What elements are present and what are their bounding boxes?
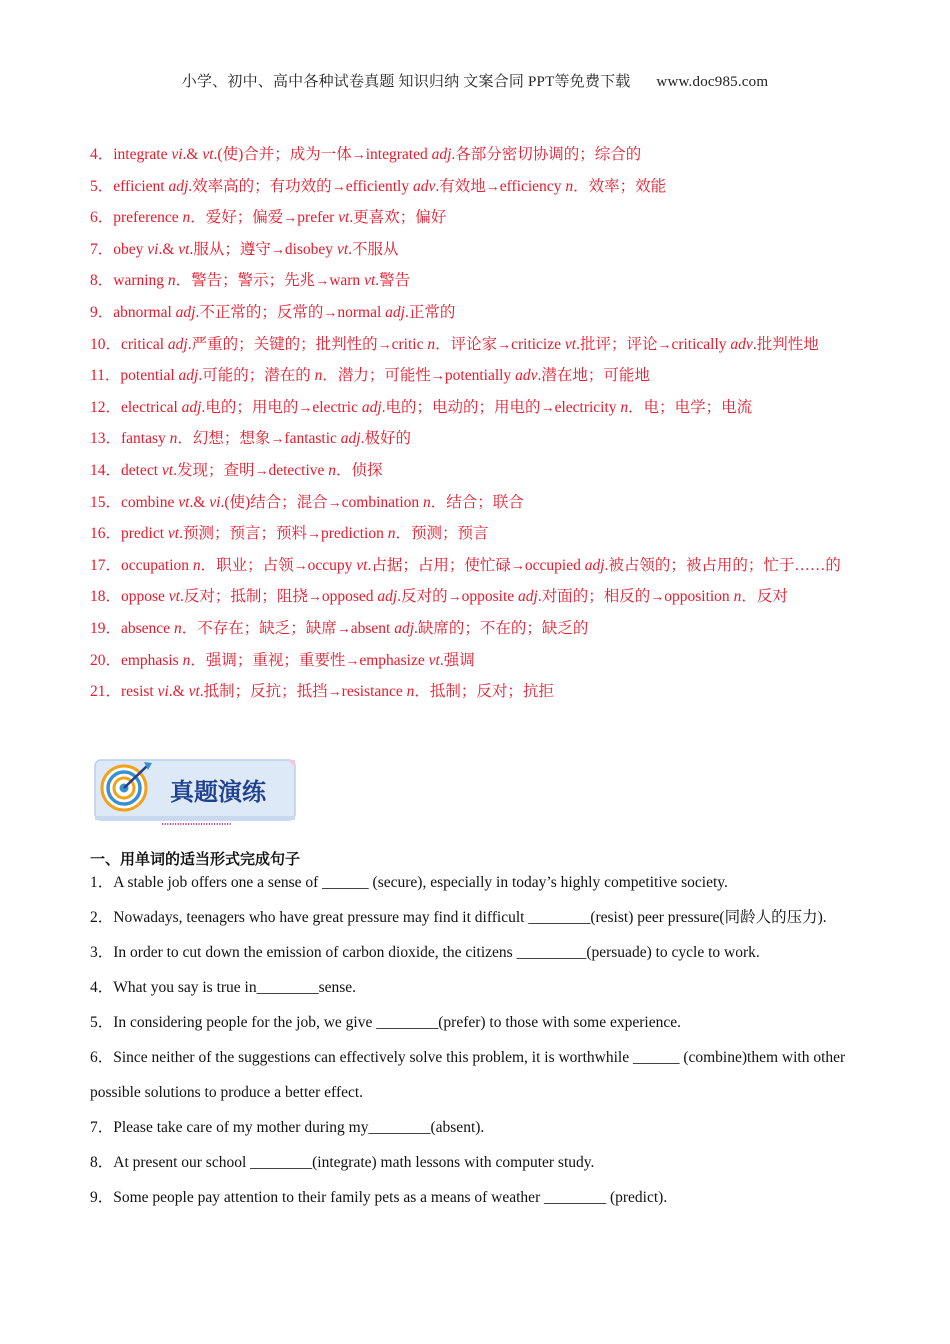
header-site: www.doc985.com (656, 74, 769, 90)
vocab-text: .电的；用电的 (201, 398, 299, 416)
vocab-text: integrated (365, 146, 432, 163)
vocab-item (90, 298, 862, 328)
part-of-speech: n (565, 177, 574, 195)
vocab-text: 13．fantasy (90, 430, 170, 448)
vocab-text: .潜在地；可能地 (537, 367, 650, 385)
vocab-item (90, 456, 862, 486)
vocab-text: 16．predict (90, 525, 168, 543)
vocab-item (90, 203, 862, 233)
vocab-item (90, 172, 862, 202)
vocab-text: ．结合；联合 (430, 493, 524, 511)
vocab-text: ．抵制；反对；抗拒 (414, 683, 554, 701)
vocab-text: disobey (284, 240, 337, 258)
part-of-speech: n (173, 619, 182, 637)
part-of-speech: vt (168, 588, 180, 606)
vocab-text: .被占领的；被占用的；忙于……的 (604, 556, 841, 574)
vocab-item (90, 646, 862, 676)
exercise-title: 一、用单词的适当形式完成句子 (90, 850, 301, 868)
part-of-speech: adj (175, 303, 196, 321)
vocab-text: .占据；占用；使忙碌 (367, 556, 511, 574)
vocab-item (90, 330, 862, 360)
arrow-icon: → (307, 590, 322, 606)
part-of-speech: vt (188, 683, 200, 701)
arrow-icon: → (270, 432, 285, 448)
vocab-text: .不服从 (348, 240, 399, 258)
vocab-text: ．潜力；可能性 (322, 367, 431, 385)
arrow-icon: → (345, 653, 360, 669)
part-of-speech: n (387, 525, 396, 543)
part-of-speech: n (620, 398, 629, 416)
vocab-text: .效率高的；有功效的 (188, 177, 332, 195)
part-of-speech: adj (340, 430, 361, 448)
vocab-text: detective (268, 461, 329, 479)
vocab-text: 7．obey (90, 240, 148, 258)
question-item: 2．Nowadays, teenagers who have great pressure may find it difficult ________(resist) peer pressure(同龄人的压力). (90, 909, 827, 926)
banner-title: 真题演练 (170, 778, 266, 806)
part-of-speech: adv (515, 367, 538, 385)
vocab-item (90, 235, 862, 265)
vocab-text: ．职业；占领 (200, 556, 294, 574)
vocab-text: critically (671, 335, 731, 353)
question-item: 4．What you say is true in________sense. (90, 979, 357, 996)
vocab-text: ．幻想；想象 (177, 430, 271, 448)
arrow-icon: → (323, 305, 338, 321)
vocab-text: .& (168, 683, 189, 701)
vocab-item (90, 393, 862, 423)
vocab-text: ．强调；重视；重要性 (190, 651, 346, 669)
part-of-speech: adj (168, 177, 189, 195)
vocab-item (90, 361, 862, 391)
arrow-icon: → (327, 685, 342, 701)
vocab-text: ．预测；预言 (395, 525, 489, 543)
part-of-speech: n (192, 556, 201, 574)
part-of-speech: adj (431, 146, 452, 163)
arrow-icon: → (283, 211, 298, 227)
arrow-icon: → (351, 148, 366, 163)
vocab-item (90, 424, 862, 454)
vocab-text: .电的；电动的；用电的 (381, 398, 541, 416)
part-of-speech: adj (377, 588, 398, 606)
arrow-icon: → (510, 558, 525, 574)
vocab-item (90, 614, 862, 644)
arrow-icon: → (254, 463, 269, 479)
part-of-speech: adv (730, 335, 753, 353)
vocab-text: .(使)结合；混合 (220, 493, 328, 511)
vocab-item (90, 488, 862, 518)
vocab-text: .极好的 (360, 430, 411, 448)
part-of-speech: vi (147, 240, 159, 258)
vocab-text: .& (189, 493, 210, 511)
part-of-speech: vi (157, 683, 169, 701)
vocab-text: warn (329, 272, 365, 290)
arrow-icon: → (497, 337, 512, 353)
arrow-icon: → (293, 558, 308, 574)
part-of-speech: adj (181, 398, 202, 416)
vocab-text: .对面的；相反的 (537, 588, 651, 606)
part-of-speech: n (733, 588, 742, 606)
vocab-text: criticize (511, 335, 565, 353)
part-of-speech: vt (161, 461, 174, 479)
vocab-text: .反对；抵制；阻挠 (179, 588, 308, 606)
arrow-icon: → (307, 527, 321, 543)
vocab-text: .服从；遵守 (189, 240, 271, 258)
part-of-speech: vt (336, 240, 349, 258)
vocab-text: electricity (554, 398, 621, 416)
part-of-speech: n (314, 367, 323, 385)
vocab-text: resistance (341, 683, 407, 701)
vocab-text: 19．absence (90, 619, 174, 637)
vocab-text: fantastic (284, 430, 341, 448)
vocab-text: electric (312, 398, 362, 416)
arrow-icon: → (657, 337, 672, 353)
vocabulary-list (90, 140, 862, 709)
vocab-text: occupy (307, 556, 357, 574)
part-of-speech: n (169, 430, 178, 448)
vocab-text: combination (341, 493, 424, 511)
question-item: 3．In order to cut down the emission of carbon dioxide, the citizens _________(persuade) to cycle to work. (90, 944, 760, 961)
part-of-speech: vt (202, 146, 214, 163)
question-item: 7．Please take care of my mother during my________(absent). (90, 1119, 485, 1136)
vocab-text: occupied (524, 556, 585, 574)
vocab-text: .反对的 (397, 588, 448, 606)
section-banner (92, 758, 300, 826)
vocab-text: .警告 (375, 272, 411, 290)
part-of-speech: vt (338, 209, 350, 227)
vocab-text: .发现；查明 (173, 461, 255, 479)
arrow-icon: → (270, 242, 285, 258)
vocab-text: prefer (297, 209, 339, 227)
question-item: 8．At present our school ________(integrate) math lessons with computer study. (90, 1154, 595, 1171)
vocab-text: opposite (461, 588, 519, 606)
question-item: 1．A stable job offers one a sense of ______ (secure), especially in today’s highly competitive society. (90, 874, 728, 891)
vocab-text: ．评论家 (435, 335, 498, 353)
part-of-speech: n (423, 493, 431, 511)
vocab-text: ．侦探 (336, 461, 383, 479)
part-of-speech: adv (412, 177, 436, 195)
vocab-text: 5．efficient (90, 177, 169, 195)
vocab-text: 6．preference (90, 209, 183, 227)
part-of-speech: n (328, 461, 337, 479)
vocab-text: 10．critical (90, 335, 168, 353)
vocab-text: ．反对 (741, 588, 788, 606)
vocab-text: 12．electrical (90, 398, 182, 416)
question-item: 6．Since neither of the suggestions can effectively solve this problem, it is worthwhile ______ (combine)them with other possible solutions to produce a better effect. (90, 1049, 846, 1101)
vocab-text: .缺席的；不在的；缺乏的 (414, 619, 589, 637)
arrow-icon: → (430, 369, 445, 385)
vocab-text: normal (337, 303, 386, 321)
arrow-icon: → (650, 590, 665, 606)
vocab-text: .(使)合并；成为一体 (213, 146, 352, 163)
part-of-speech: adj (394, 619, 414, 637)
vocab-text: 9．abnormal (90, 303, 176, 321)
vocab-item (90, 266, 862, 296)
part-of-speech: n (406, 683, 415, 701)
vocab-text: opposition (664, 588, 734, 606)
vocab-text: .可能的；潜在的 (198, 367, 315, 385)
part-of-speech: vt (356, 556, 368, 574)
part-of-speech: vt (167, 525, 180, 543)
vocab-text: .正常的 (404, 303, 456, 321)
question-item: 5．In considering people for the job, we give ________(prefer) to those with some experience. (90, 1014, 681, 1031)
part-of-speech: vt (178, 240, 190, 258)
part-of-speech: adj (178, 367, 199, 385)
arrow-icon: → (485, 179, 500, 195)
arrow-icon: → (331, 179, 346, 195)
part-of-speech: vt (428, 651, 440, 669)
part-of-speech: vt (564, 335, 577, 353)
vocab-text: critic (391, 335, 428, 353)
arrow-icon: → (377, 337, 392, 353)
vocab-text: efficiency (499, 177, 566, 195)
vocab-text: .各部分密切协调的；综合的 (451, 146, 642, 163)
vocab-text: 20．emphasis (90, 651, 183, 669)
vocab-text: emphasize (359, 651, 429, 669)
arrow-icon: → (336, 621, 351, 637)
vocab-text: ．爱好；偏爱 (190, 209, 284, 227)
part-of-speech: vt (178, 493, 190, 511)
page-header (0, 70, 950, 91)
part-of-speech: vt (364, 272, 376, 290)
arrow-icon: → (298, 400, 313, 416)
vocab-text: .不正常的；反常的 (195, 303, 324, 321)
vocab-text: .预测；预言；预料 (179, 525, 307, 543)
vocab-text: 21．resist (90, 683, 158, 701)
part-of-speech: n (427, 335, 436, 353)
vocab-item (90, 140, 862, 170)
vocab-text: .强调 (439, 651, 475, 669)
part-of-speech: adj (385, 303, 405, 321)
vocab-text: .批评；评论 (576, 335, 658, 353)
vocab-text: opposed (321, 588, 378, 606)
vocab-text: 11．potential (90, 367, 179, 385)
vocab-text: .有效地 (435, 177, 486, 195)
vocab-text: .& (182, 146, 203, 163)
part-of-speech: vi (209, 493, 221, 511)
vocab-text: 14．detect (90, 461, 162, 479)
vocab-text: .更喜欢；偏好 (349, 209, 447, 227)
arrow-icon: → (327, 495, 342, 511)
vocab-text: 17．occupation (90, 556, 193, 574)
vocab-text: ．电；电学；电流 (628, 398, 753, 416)
vocab-text: .批判性地 (752, 335, 819, 353)
arrow-icon: → (540, 400, 555, 416)
vocab-text: 18．oppose (90, 588, 169, 606)
part-of-speech: n (182, 209, 191, 227)
part-of-speech: adj (361, 398, 382, 416)
vocab-text: ．效率；效能 (573, 177, 667, 195)
vocab-text: .抵制；反抗；抵挡 (199, 683, 328, 701)
part-of-speech: adj (518, 588, 538, 606)
vocab-text: prediction (321, 525, 388, 543)
vocab-item (90, 519, 862, 549)
vocab-text: 15．combine (90, 493, 179, 511)
vocab-text: 4．integrate (90, 146, 172, 163)
vocab-text: ．不存在；缺乏；缺席 (181, 619, 337, 637)
vocab-item (90, 551, 862, 581)
part-of-speech: n (182, 651, 191, 669)
arrow-icon: → (447, 590, 462, 606)
vocab-text: potentially (444, 367, 516, 385)
vocab-text: absent (350, 619, 395, 637)
vocab-text: .严重的；关键的；批判性的 (187, 335, 378, 353)
vocab-text: .& (158, 240, 179, 258)
part-of-speech: vi (171, 146, 183, 163)
header-text: 小学、初中、高中各种试卷真题 知识归纳 文案合同 PPT等免费下载 (181, 74, 631, 90)
vocab-text: 8．warning (90, 272, 168, 290)
arrow-icon: → (315, 274, 330, 290)
vocab-text: ．警告；警示；先兆 (175, 272, 316, 290)
vocab-item (90, 677, 862, 707)
question-item: 9．Some people pay attention to their family pets as a means of weather ________ (predict). (90, 1189, 668, 1206)
part-of-speech: adj (167, 335, 188, 353)
exercise-section (90, 848, 862, 1215)
vocab-item (90, 582, 862, 612)
part-of-speech: adj (584, 556, 605, 574)
vocab-text: efficiently (345, 177, 413, 195)
part-of-speech: n (167, 272, 176, 290)
